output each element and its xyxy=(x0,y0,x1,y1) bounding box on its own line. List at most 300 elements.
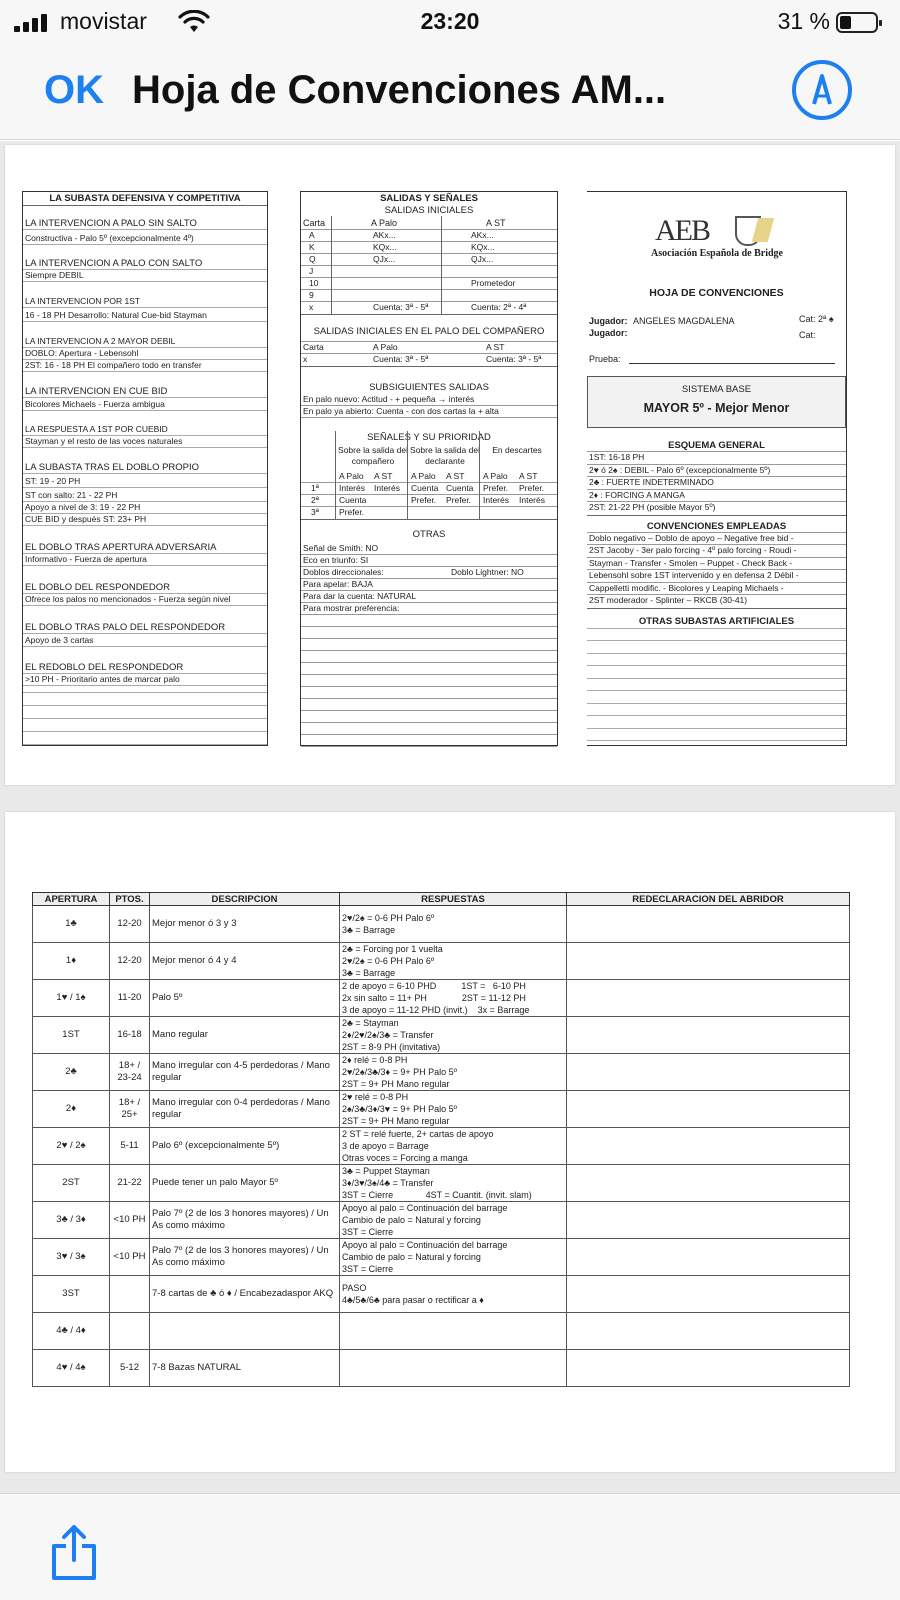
line-item: CUE BID y después ST: 23+ PH xyxy=(25,514,147,524)
divider xyxy=(587,728,846,729)
player2-category: Cat: xyxy=(799,330,816,340)
system-section xyxy=(587,191,847,746)
divider xyxy=(301,746,557,747)
player1-category: Cat: 2ª ♠ xyxy=(799,314,834,324)
lead-col-header: A ST xyxy=(486,218,506,228)
signal-cell: Prefer. xyxy=(483,483,509,493)
divider xyxy=(23,371,267,372)
response-line: 3♣ = Barrage xyxy=(342,925,396,935)
opening-description: Palo 7º (2 de los 3 honores mayores) / Un As como máximo xyxy=(150,1239,340,1276)
scheme-line: 2♥ ó 2♠ : DEBIL - Palo 6º (excepcionalmente 5º) xyxy=(589,464,771,475)
opening-responses xyxy=(340,1017,567,1054)
lead-cell: QJx... xyxy=(373,254,396,264)
response-line: 2♥ relé = 0-8 PH xyxy=(342,1092,409,1102)
divider xyxy=(23,744,267,745)
divider xyxy=(23,244,267,245)
response-line: PASO xyxy=(342,1283,367,1293)
line-item: 16 - 18 PH Desarrollo: Natural Cue-bid Stayman xyxy=(25,310,207,320)
opening-responses xyxy=(340,980,567,1017)
response-line: Apoyo al palo = Continuación del barrage xyxy=(342,1240,508,1250)
response-line: 3♣ = Barrage xyxy=(342,968,396,978)
line-item: EL DOBLO DEL RESPONDEDOR xyxy=(25,582,171,593)
lead-col-header: A Palo xyxy=(371,218,398,228)
divider xyxy=(301,314,557,315)
divider xyxy=(301,289,557,290)
opening-bid: 2♣ xyxy=(33,1054,110,1091)
line-item: EL DOBLO TRAS PALO DEL RESPONDEDOR xyxy=(25,622,226,633)
divider xyxy=(301,241,557,242)
opening-row xyxy=(33,1202,850,1239)
line-item: Siempre DEBIL xyxy=(25,270,84,280)
divider xyxy=(301,734,557,735)
scheme-line: 1ST: 16-18 PH xyxy=(589,452,645,462)
opening-bid: 3♣ / 3♦ xyxy=(33,1202,110,1239)
divider xyxy=(23,646,267,647)
line-item: LA INTERVENCION A PALO CON SALTO xyxy=(25,258,203,269)
opening-bid: 1♥ / 1♠ xyxy=(33,980,110,1017)
opening-row xyxy=(33,1276,850,1313)
carrier-label: movistar xyxy=(60,8,147,34)
divider xyxy=(301,277,557,278)
response-line: 2ST = 9+ PH Mano regular xyxy=(342,1079,450,1089)
opening-row xyxy=(33,1054,850,1091)
response-line: 3ST = Cierre xyxy=(342,1227,394,1237)
opening-bid: 2ST xyxy=(33,1165,110,1202)
signal-cell: Interés xyxy=(519,495,545,505)
divider xyxy=(301,698,557,699)
lead-cell: KQx... xyxy=(373,242,397,252)
divider xyxy=(587,653,846,654)
opening-description: Palo 7º (2 de los 3 honores mayores) / Un As como máximo xyxy=(150,1202,340,1239)
openings-table xyxy=(32,892,850,1387)
divider xyxy=(335,431,336,519)
convention-line: Doblo negativo – Doblo de apoyo – Negative free bid - xyxy=(589,532,794,543)
opener-rebid xyxy=(567,1350,850,1387)
signal-header: Sobre la salida del compañero xyxy=(338,445,408,466)
line-item: LA RESPUESTA A 1ST POR CUEBID xyxy=(25,424,168,434)
system-value: MAYOR 5º - Mejor Menor xyxy=(643,401,790,415)
divider xyxy=(23,410,267,411)
scheme-line: 2ST: 21-22 PH (posible Mayor 5º) xyxy=(589,502,716,512)
opening-responses xyxy=(340,1239,567,1276)
response-line: 3♣ = Puppet Stayman xyxy=(342,1166,430,1176)
pdf-page-2 xyxy=(5,812,895,1472)
response-line: 2♠/3♣/3♦/3♥ = 9+ PH Palo 5º xyxy=(342,1104,457,1114)
signal-cell: Cuenta xyxy=(411,483,439,493)
signal-cell: Interés xyxy=(483,495,509,505)
divider xyxy=(23,321,267,322)
response-line: 3♦/3♥/3♠/4♣ = Transfer xyxy=(342,1178,434,1188)
response-line: 2ST = 9+ PH Mano regular xyxy=(342,1116,450,1126)
divider xyxy=(587,628,846,629)
opening-responses xyxy=(340,1054,567,1091)
line-item: Informativo - Fuerza de apertura xyxy=(25,554,147,564)
opening-responses xyxy=(340,1350,567,1387)
player2-label: Jugador: xyxy=(589,328,628,338)
other-line: Eco en triunfo: SI xyxy=(303,555,369,565)
signal-cell: Cuenta xyxy=(446,483,474,493)
opener-rebid xyxy=(567,1313,850,1350)
opening-bid: 3♥ / 3♠ xyxy=(33,1239,110,1276)
divider xyxy=(441,216,442,314)
signal-cell: Interés xyxy=(339,483,365,493)
opener-rebid xyxy=(567,1202,850,1239)
conventions-title: CONVENCIONES EMPLEADAS xyxy=(646,520,787,532)
opening-bid: 3ST xyxy=(33,1276,110,1313)
divider xyxy=(301,662,557,663)
opening-points: 18+ / 23-24 xyxy=(110,1054,150,1091)
divider xyxy=(23,473,267,474)
col-header: APERTURA xyxy=(33,893,110,906)
signal-subheader: A Palo xyxy=(483,471,508,481)
line-item: Apoyo a nivel de 3: 19 - 22 PH xyxy=(25,502,141,512)
divider xyxy=(301,341,557,342)
response-line: 2 de apoyo = 6-10 PHD 1ST = 6-10 PH xyxy=(342,981,526,991)
opening-points: 21-22 xyxy=(110,1165,150,1202)
response-line: 3ST = Cierre xyxy=(342,1264,394,1274)
ok-button[interactable]: OK xyxy=(44,68,104,112)
system-box xyxy=(587,376,846,428)
signal-cell: Prefer. xyxy=(519,483,545,493)
divider xyxy=(587,640,846,641)
sub-header: SUBSIGUIENTES SALIDAS xyxy=(369,382,489,393)
line-item: Constructiva - Palo 5º (excepcionalmente 4º) xyxy=(25,233,194,243)
lead-cell: Carta xyxy=(303,342,324,352)
response-line: 2 ST = relé fuerte, 2+ cartas de apoyo xyxy=(342,1129,494,1139)
line-item: ST con salto: 21 - 22 PH xyxy=(25,490,118,500)
opener-rebid xyxy=(567,1017,850,1054)
player1-name: ANGELES MAGDALENA xyxy=(633,316,735,326)
divider xyxy=(301,674,557,675)
scheme-line: 2♣ : FUERTE INDETERMINADO xyxy=(589,477,714,487)
divider xyxy=(301,366,557,367)
line-item: LA INTERVENCION POR 1ST xyxy=(25,296,141,306)
lead-cell: Cuenta: 3ª - 5ª xyxy=(373,354,429,364)
opening-row xyxy=(33,1165,850,1202)
lead-cell: 10 xyxy=(309,278,319,288)
response-line: 2♣ = Forcing por 1 vuelta xyxy=(342,944,443,954)
section-header: SALIDAS Y SEÑALES xyxy=(380,193,478,204)
divider xyxy=(301,710,557,711)
other-line: Para mostrar preferencia: xyxy=(303,603,400,613)
response-line: 3ST = Cierre 4ST = Cuantit. (invit. slam) xyxy=(342,1190,532,1200)
opening-description: Mejor menor ó 3 y 3 xyxy=(150,906,340,943)
divider xyxy=(407,431,408,519)
lead-col-header: Carta xyxy=(303,218,326,228)
opening-points: <10 PH xyxy=(110,1202,150,1239)
response-line: 2♣ = Stayman xyxy=(342,1018,399,1028)
signal-cell: 1ª xyxy=(311,483,319,493)
system-label: SISTEMA BASE xyxy=(681,384,752,395)
opening-responses xyxy=(340,1165,567,1202)
share-icon[interactable] xyxy=(44,1522,104,1582)
response-line: 2♦/2♥/2♠/3♣ = Transfer xyxy=(342,1030,434,1040)
divider xyxy=(23,692,267,693)
doc-heading: HOJA DE CONVENCIONES xyxy=(649,287,784,299)
opening-description: Mano regular xyxy=(150,1017,340,1054)
divider xyxy=(23,605,267,606)
opening-bid: 4♣ / 4♦ xyxy=(33,1313,110,1350)
opening-row xyxy=(33,1239,850,1276)
convention-line: Cappelletti modific. - Bicolores y Leaping Michaels - xyxy=(589,582,784,593)
opener-rebid xyxy=(567,1128,850,1165)
opening-responses xyxy=(340,1091,567,1128)
opening-row xyxy=(33,1313,850,1350)
document-viewer[interactable] xyxy=(0,141,900,1493)
line-item: DOBLO: Apertura - Lebensohl xyxy=(25,348,139,358)
divider xyxy=(301,265,557,266)
lead-cell: Q xyxy=(309,254,316,264)
signal-subheader: A Palo xyxy=(411,471,436,481)
section-header: LA SUBASTA DEFENSIVA Y COMPETITIVA xyxy=(49,193,241,204)
opening-responses xyxy=(340,943,567,980)
response-line: 3 de apoyo = 11-12 PHD (invit.) 3x = Barrage xyxy=(342,1005,530,1015)
response-line: 3 de apoyo = Barrage xyxy=(342,1141,429,1151)
opening-responses xyxy=(340,1276,567,1313)
battery-percent: 31 % xyxy=(777,8,830,34)
response-line: Cambio de palo = Natural y forcing xyxy=(342,1252,481,1262)
lead-cell: A ST xyxy=(486,342,505,352)
response-line: 4♣/5♣/6♣ para pasar o rectificar a ♦ xyxy=(342,1295,484,1305)
divider xyxy=(587,678,846,679)
line-item: LA SUBASTA TRAS EL DOBLO PROPIO xyxy=(25,462,200,473)
defensive-bidding-section xyxy=(22,191,268,746)
lead-cell: AKx... xyxy=(471,230,494,240)
signal-cell: Prefer. xyxy=(411,495,437,505)
opening-responses xyxy=(340,906,567,943)
leads-signals-section xyxy=(300,191,558,746)
signal-subheader: A ST xyxy=(374,471,393,481)
divider xyxy=(587,608,846,609)
opening-points xyxy=(110,1313,150,1350)
divider xyxy=(301,722,557,723)
response-line: 2♥/2♠/3♣/3♦ = 9+ PH Palo 5º xyxy=(342,1067,457,1077)
signal-header: Sobre la salida del declarante xyxy=(410,445,480,466)
opening-description xyxy=(150,1313,340,1350)
response-line: 2♥/2♠ = 0-6 PH Palo 6º xyxy=(342,956,435,966)
navigation-bar xyxy=(0,46,900,140)
divider xyxy=(587,740,846,741)
document-title: Hoja de Convenciones AM... xyxy=(132,68,667,112)
opening-description: Puede tener un palo Mayor 5º xyxy=(150,1165,340,1202)
convention-line: Lebensohl sobre 1ST intervenido y en defensa 2 Débil - xyxy=(589,570,799,580)
divider xyxy=(331,216,332,314)
subsequent-line: En palo nuevo: Actitud - + pequeña → interés xyxy=(303,394,475,404)
lead-cell: AKx... xyxy=(373,230,396,240)
pdf-page-1 xyxy=(5,145,895,785)
divider xyxy=(587,715,846,716)
artificial-title: OTRAS SUBASTAS ARTIFICIALES xyxy=(638,615,795,627)
line-item: EL DOBLO TRAS APERTURA ADVERSARIA xyxy=(25,542,217,553)
opening-description: Mano irregular con 0-4 perdedoras / Mano regular xyxy=(150,1091,340,1128)
divider xyxy=(479,431,480,519)
signal-subheader: A Palo xyxy=(339,471,364,481)
opener-rebid xyxy=(567,1165,850,1202)
opening-row xyxy=(33,980,850,1017)
convention-line: 2ST Jacoby - 3er palo forcing - 4º palo forcing - Roudi - xyxy=(589,545,797,555)
signal-cell: Cuenta xyxy=(339,495,367,505)
divider xyxy=(23,397,267,398)
divider xyxy=(301,519,557,520)
divider xyxy=(23,705,267,706)
other-line: Para apelar: BAJA xyxy=(303,579,373,589)
other-line: Para dar la cuenta: NATURAL xyxy=(303,591,417,601)
opening-description: Mano irregular con 4-5 perdedoras / Mano regular xyxy=(150,1054,340,1091)
sub-header: SEÑALES Y SU PRIORIDAD xyxy=(367,432,491,443)
response-line: Otras voces = Forcing a manga xyxy=(342,1153,468,1163)
other-line: Doblos direccionales: xyxy=(303,567,384,577)
col-header: REDECLARACION DEL ABRIDOR xyxy=(567,893,850,906)
divider xyxy=(301,229,557,230)
line-item: >10 PH - Prioritario antes de marcar palo xyxy=(25,674,180,684)
divider xyxy=(301,686,557,687)
divider xyxy=(23,633,267,634)
opening-points: 12-20 xyxy=(110,943,150,980)
opening-bid: 4♥ / 4♠ xyxy=(33,1350,110,1387)
opening-bid: 1ST xyxy=(33,1017,110,1054)
opening-points: 11-20 xyxy=(110,980,150,1017)
event-label: Prueba: xyxy=(589,354,621,364)
other-line: Señal de Smith: NO xyxy=(303,543,379,553)
divider xyxy=(23,447,267,448)
col-header: PTOS. xyxy=(110,893,150,906)
opening-responses xyxy=(340,1202,567,1239)
divider xyxy=(23,487,267,488)
openings-body xyxy=(33,906,850,1387)
opening-points: 12-20 xyxy=(110,906,150,943)
opening-description: Mejor menor ó 4 y 4 xyxy=(150,943,340,980)
lead-cell: 9 xyxy=(309,290,314,300)
opening-bid: 1♦ xyxy=(33,943,110,980)
opening-row xyxy=(33,1017,850,1054)
divider xyxy=(587,690,846,691)
lead-cell: J xyxy=(309,266,314,276)
lead-cell: Cuenta: 3ª - 5ª xyxy=(373,302,429,312)
divider xyxy=(23,229,267,230)
opening-row xyxy=(33,1091,850,1128)
divider xyxy=(23,307,267,308)
response-line: Cambio de palo = Natural y forcing xyxy=(342,1215,481,1225)
line-item: Stayman y el resto de las voces naturales xyxy=(25,436,183,446)
divider xyxy=(23,718,267,719)
signal-cell: 2ª xyxy=(311,495,319,505)
opening-points: 18+ / 25+ xyxy=(110,1091,150,1128)
opening-description: 7-8 cartas de ♣ ó ♦ / Encabezadaspor AKQ xyxy=(150,1276,340,1313)
lead-cell: QJx... xyxy=(471,254,494,264)
opening-bid: 2♦ xyxy=(33,1091,110,1128)
markup-pen-icon[interactable] xyxy=(792,60,852,120)
line-item: Ofrece los palos no mencionados - Fuerza según nivel xyxy=(25,594,231,604)
opening-bid: 1♣ xyxy=(33,906,110,943)
opening-responses xyxy=(340,1313,567,1350)
opener-rebid xyxy=(567,906,850,943)
lead-cell: Cuenta: 2ª - 4ª xyxy=(471,302,527,312)
opening-points: 16-18 xyxy=(110,1017,150,1054)
divider xyxy=(301,417,557,418)
signal-subheader: A ST xyxy=(519,471,538,481)
lightner-line: Doblo Lightner: NO xyxy=(451,567,524,577)
divider xyxy=(301,638,557,639)
lead-cell: x xyxy=(303,354,308,364)
line-item: EL REDOBLO DEL RESPONDEDOR xyxy=(25,662,184,673)
opening-row xyxy=(33,943,850,980)
opening-responses xyxy=(340,1128,567,1165)
opening-description: Palo 5º xyxy=(150,980,340,1017)
lead-cell: Cuenta: 3ª - 5ª xyxy=(486,354,542,364)
lead-cell: x xyxy=(309,302,314,312)
divider xyxy=(23,525,267,526)
signal-cell: Prefer. xyxy=(339,507,365,517)
opener-rebid xyxy=(567,1239,850,1276)
opening-row xyxy=(33,906,850,943)
opening-points: 5-11 xyxy=(110,1128,150,1165)
scheme-title: ESQUEMA GENERAL xyxy=(668,440,765,451)
lead-cell: K xyxy=(309,242,315,252)
line-item: Bicolores Michaels - Fuerza ambigua xyxy=(25,399,165,409)
line-item: 2ST: 16 - 18 PH El compañero todo en transfer xyxy=(25,360,202,370)
convention-line: 2ST moderador - Splinter – RKCB (30-41) xyxy=(589,595,748,605)
line-item: ST: 19 - 20 PH xyxy=(25,476,81,486)
divider xyxy=(587,703,846,704)
bottom-toolbar xyxy=(0,1493,900,1600)
battery-icon xyxy=(836,12,878,33)
response-line: 2x sin salto = 11+ PH 2ST = 11-12 PH xyxy=(342,993,526,1003)
line-item: LA INTERVENCION A 2 MAYOR DEBIL xyxy=(25,336,176,346)
aeb-logo: AEB Asociación Española de Bridge xyxy=(651,214,783,259)
signal-cell: Prefer. xyxy=(446,495,472,505)
opener-rebid xyxy=(567,1054,850,1091)
sub-header: SALIDAS INICIALES EN EL PALO DEL COMPAÑERO xyxy=(313,326,545,337)
response-line: 2ST = 8-9 PH (invitativa) xyxy=(342,1042,441,1052)
signal-header: En descartes xyxy=(492,445,542,455)
divider xyxy=(23,565,267,566)
subsequent-line: En palo ya abierto: Cuenta - con dos cartas la + alta xyxy=(303,406,499,416)
response-line: 2♥/2♠ = 0-6 PH Palo 6º xyxy=(342,913,435,923)
signal-subheader: A ST xyxy=(446,471,465,481)
clock: 23:20 xyxy=(420,8,480,34)
divider xyxy=(587,515,846,516)
lead-cell: Prometedor xyxy=(471,278,516,288)
divider xyxy=(23,685,267,686)
opening-bid: 2♥ / 2♠ xyxy=(33,1128,110,1165)
col-header: RESPUESTAS xyxy=(340,893,567,906)
opener-rebid xyxy=(567,1091,850,1128)
response-line: 2♦ relé = 0-8 PH xyxy=(342,1055,408,1065)
col-header: DESCRIPCION xyxy=(150,893,340,906)
divider xyxy=(301,253,557,254)
sub-header: SALIDAS INICIALES xyxy=(384,205,474,216)
line-item: LA INTERVENCION A PALO SIN SALTO xyxy=(25,218,197,229)
divider xyxy=(301,614,557,615)
opening-points xyxy=(110,1276,150,1313)
opening-row xyxy=(33,1128,850,1165)
divider xyxy=(23,281,267,282)
lead-cell: A Palo xyxy=(373,342,398,352)
divider xyxy=(23,731,267,732)
player1-label: Jugador: xyxy=(589,316,628,326)
opening-points: <10 PH xyxy=(110,1239,150,1276)
line-item: LA INTERVENCION EN CUE BID xyxy=(25,386,168,397)
sub-header: OTRAS xyxy=(412,529,446,540)
lead-cell: A xyxy=(309,230,315,240)
response-line: Apoyo al palo = Continuación del barrage xyxy=(342,1203,508,1213)
divider xyxy=(301,650,557,651)
opening-description: Palo 6º (excepcionalmente 5º) xyxy=(150,1128,340,1165)
lead-cell: KQx... xyxy=(471,242,495,252)
signal-cell: Interés xyxy=(374,483,400,493)
opener-rebid xyxy=(567,1276,850,1313)
opening-row xyxy=(33,1350,850,1387)
